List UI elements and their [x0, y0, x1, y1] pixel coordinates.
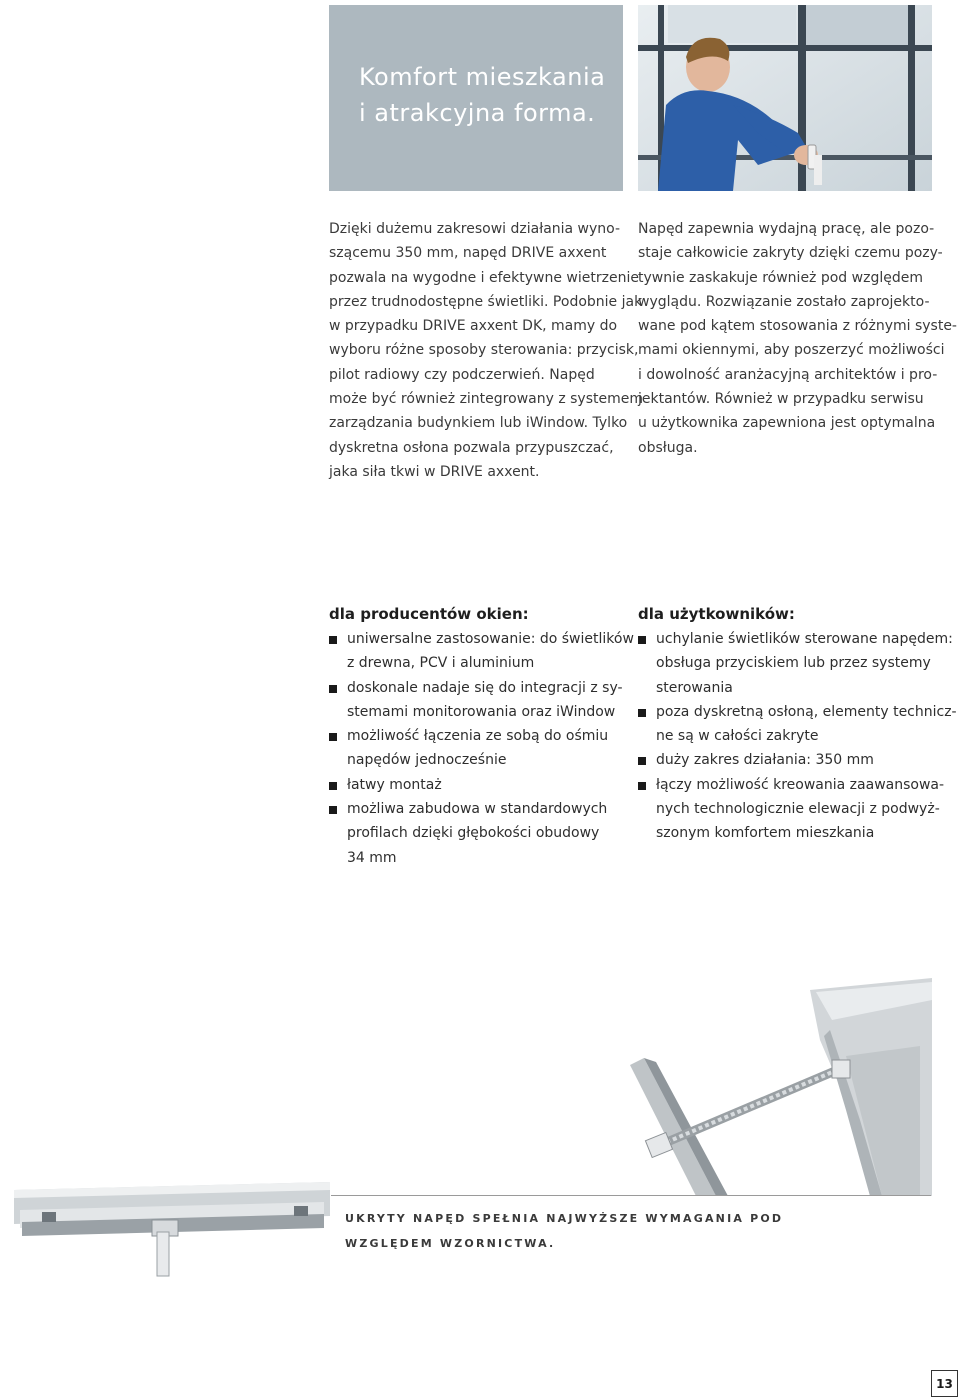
list-item-line: poza dyskretną osłoną, elementy technicz- — [656, 703, 957, 720]
list-item-line: 34 mm — [347, 849, 397, 866]
skylight-drive-illustration — [620, 960, 932, 1196]
list-item-line: sterowania — [656, 679, 733, 696]
list-item-line: z drewna, PCV i aluminium — [347, 655, 535, 672]
intro-text-left — [329, 217, 643, 484]
window-photo-illustration — [638, 5, 932, 191]
list-item-line: nych technologicznie elewacji z podwyż- — [656, 801, 940, 818]
bullet-square-icon — [329, 806, 337, 814]
list-item — [638, 773, 945, 846]
text-line: wyglądu. Rozwiązanie zostało zaprojekto- — [638, 293, 930, 310]
list-item-line: możliwa zabudowa w standardowych — [347, 801, 608, 818]
text-line: pilot radiowy czy podczerwień. Napęd — [329, 366, 595, 383]
list-item-line: szonym komfortem mieszkania — [656, 825, 875, 842]
list-item-line: profilach dzięki głębokości obudowy — [347, 825, 600, 842]
text-line: może być również zintegrowany z systemem — [329, 391, 643, 408]
bullet-square-icon — [638, 709, 646, 717]
text-line: i dowolność aranżacyjną architektów i pro- — [638, 366, 938, 383]
text-line: szącemu 350 mm, napęd DRIVE axxent — [329, 245, 607, 262]
text-line: jektantów. Również w przypadku serwisu — [638, 391, 924, 408]
bullet-square-icon — [329, 733, 337, 741]
producers-heading: dla producentów okien: — [329, 605, 529, 623]
text-line: mami okiennymi, aby poszerzyć możliwości — [638, 342, 945, 359]
list-item-line: ne są w całości zakryte — [656, 728, 819, 745]
text-line: staje całkowicie zakryty dzięki czemu pozy- — [638, 245, 943, 262]
text-line: obsługa. — [638, 439, 698, 456]
page-title-line-1: Komfort mieszkania — [359, 63, 606, 91]
list-item-line: łatwy montaż — [347, 776, 442, 793]
chain-mechanism — [660, 1068, 842, 1145]
list-item — [329, 724, 629, 773]
list-item — [638, 700, 957, 749]
text-line: jaka siła tkwi w DRIVE axxent. — [329, 463, 540, 480]
text-line: tywnie zaskakuje również pod względem — [638, 269, 923, 286]
drive-housing-illustration — [12, 1180, 332, 1280]
text-line: wyboru różne sposoby sterowania: przycisk, — [329, 342, 639, 359]
photo-window-operation — [638, 5, 932, 191]
list-item — [329, 773, 629, 797]
bullet-square-icon — [638, 636, 646, 644]
list-item-line: duży zakres działania: 350 mm — [656, 752, 874, 769]
list-item-line: stemami monitorowania oraz iWindow — [347, 703, 616, 720]
text-line: w przypadku DRIVE axxent DK, mamy do — [329, 318, 618, 335]
bullet-square-icon — [638, 757, 646, 765]
text-line: u użytkownika zapewniona jest optymalna — [638, 415, 936, 432]
users-list — [638, 627, 957, 846]
list-item-line: doskonale nadaje się do integracji z sy- — [347, 679, 623, 696]
bullet-square-icon — [638, 782, 646, 790]
text-line: przez trudnodostępne świetliki. Podobnie jak — [329, 293, 643, 310]
text-line: dyskretna osłona pozwala przypuszczać, — [329, 439, 614, 456]
list-item-line: napędów jednocześnie — [347, 752, 507, 769]
text-line: Dzięki dużemu zakresowi działania wyno- — [329, 221, 621, 237]
producers-list — [329, 627, 634, 870]
bullet-square-icon — [329, 636, 337, 644]
page-number: 13 — [931, 1370, 958, 1397]
list-item-line: uniwersalne zastosowanie: do świetlików — [347, 631, 634, 647]
bullet-square-icon — [329, 782, 337, 790]
caption-line-1: UKRYTY NAPĘD SPEŁNIA NAJWYŻSZE WYMAGANIA POD — [345, 1212, 784, 1225]
page-title-line-2: i atrakcyjna forma. — [359, 99, 596, 127]
list-item-line: łączy możliwość kreowania zaawansowa- — [656, 776, 945, 793]
list-item-line: możliwość łączenia ze sobą do ośmiu — [347, 728, 609, 745]
list-item — [329, 627, 634, 676]
caption-line-2: WZGLĘDEM WZORNICTWA. — [345, 1237, 556, 1250]
drive-housing-graphic — [12, 1180, 332, 1280]
users-heading: dla użytkowników: — [638, 605, 795, 623]
intro-text-right — [638, 217, 957, 460]
text-line: pozwala na wygodne i efektywne wietrzenie — [329, 269, 639, 286]
text-line: wane pod kątem stosowania z różnymi syste- — [638, 318, 957, 335]
bullet-square-icon — [329, 685, 337, 693]
title-box — [329, 5, 623, 191]
list-item — [329, 676, 629, 725]
caption-divider — [331, 1195, 931, 1196]
list-item-line: uchylanie świetlików sterowane napędem: — [656, 631, 953, 647]
list-item — [329, 797, 629, 870]
text-line: Napęd zapewnia wydajną pracę, ale pozo- — [638, 221, 935, 237]
list-item-line: obsługa przyciskiem lub przez systemy — [656, 655, 931, 672]
list-item — [638, 748, 938, 772]
text-line: zarządzania budynkiem lub iWindow. Tylko — [329, 415, 628, 432]
list-item — [638, 627, 953, 700]
skylight-frame-graphic — [620, 960, 932, 1196]
